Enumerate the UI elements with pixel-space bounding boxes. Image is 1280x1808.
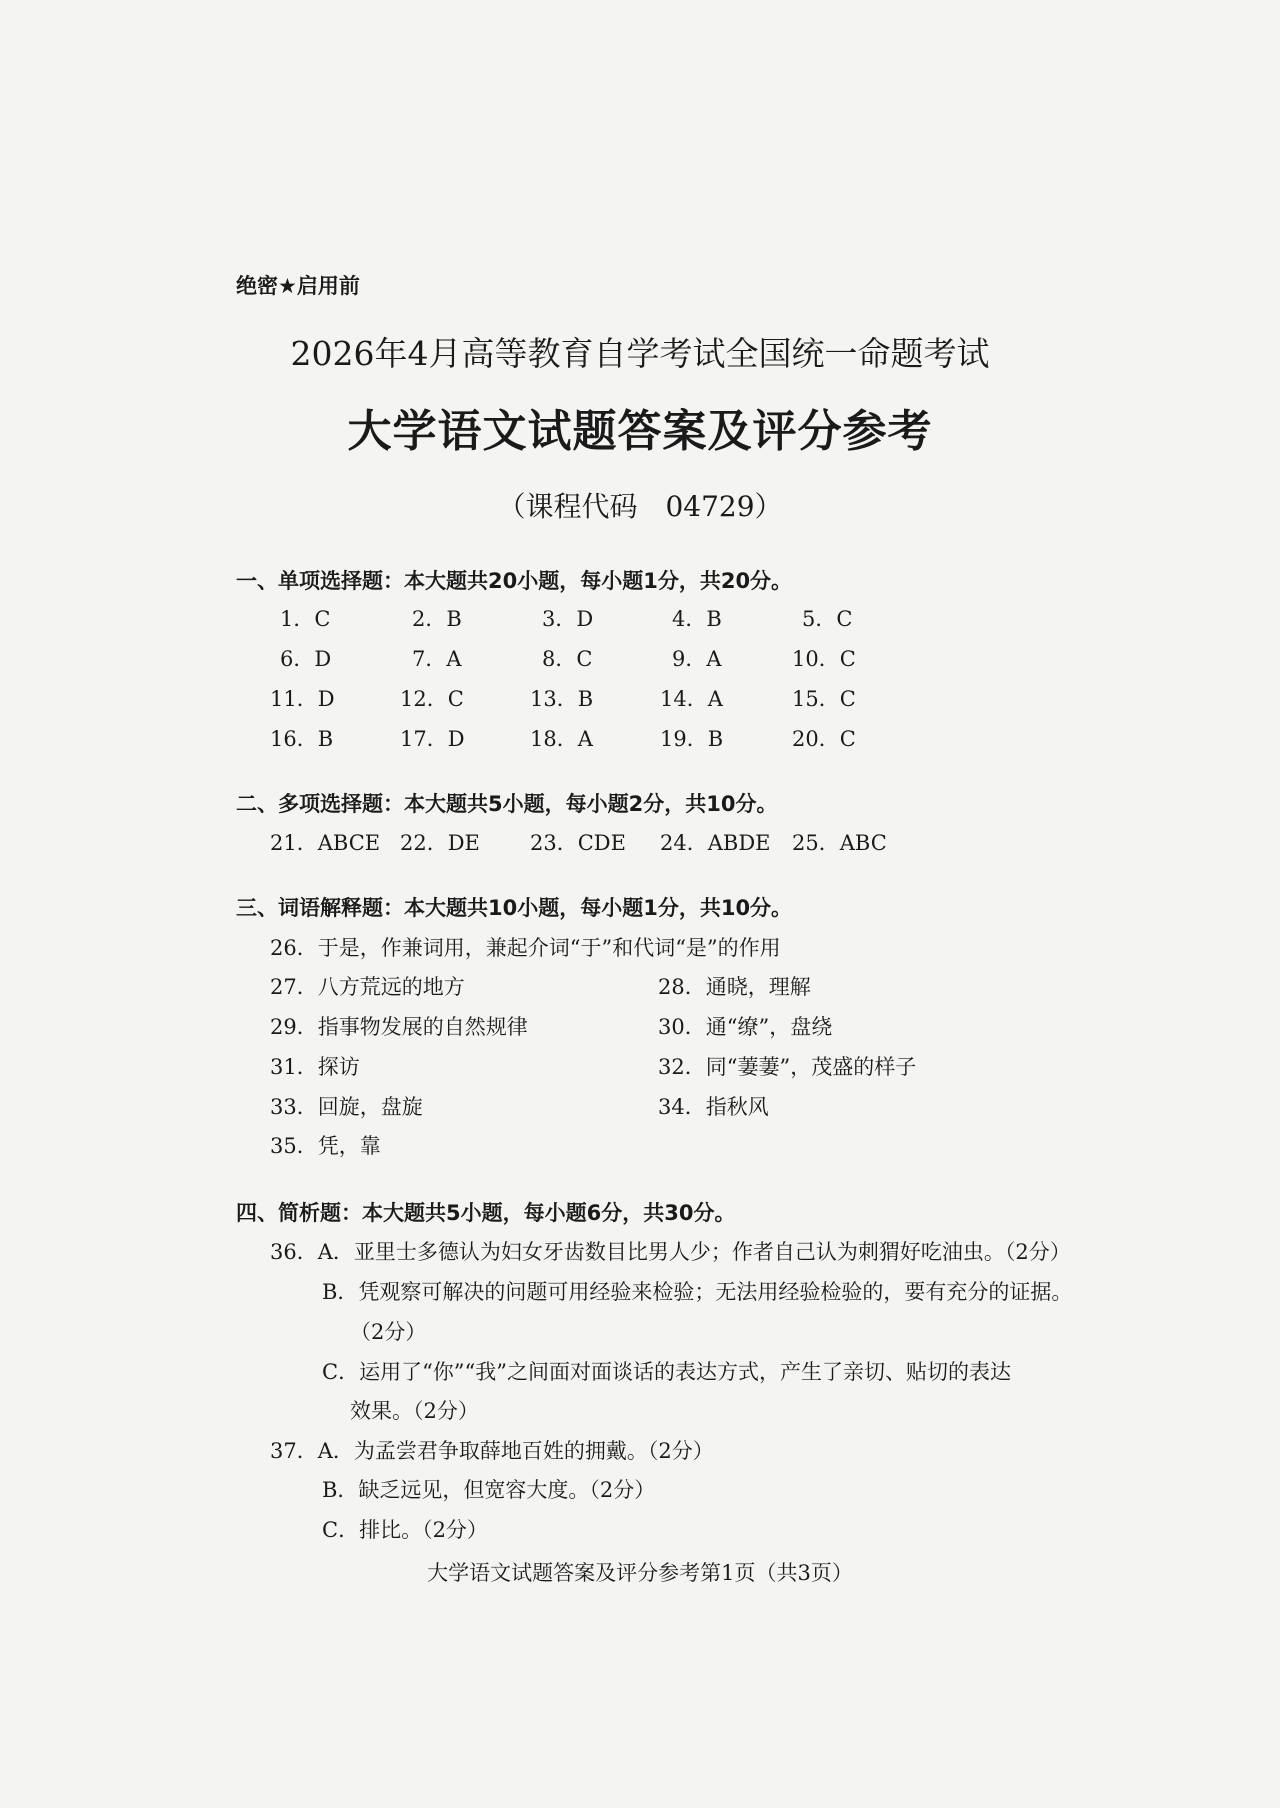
answer-line: B．凭观察可解决的问题可用经验来检验；无法用经验检验的，要有充分的证据。 bbox=[322, 1280, 1073, 1304]
answer-cell: 21．ABCE bbox=[270, 831, 381, 855]
answer-cell: 23．CDE bbox=[530, 831, 626, 855]
answer-line: C．运用了“你”“我”之间面对面谈话的表达方式，产生了亲切、贴切的表达 bbox=[322, 1360, 1012, 1384]
answer-cell: 22．DE bbox=[400, 831, 480, 855]
page-title: 大学语文试题答案及评分参考 bbox=[347, 406, 933, 457]
answer-cell: 20．C bbox=[792, 727, 856, 751]
exam-title: 2026年4月高等教育自学考试全国统一命题考试 bbox=[290, 334, 990, 373]
answer-cell: 24．ABDE bbox=[660, 831, 771, 855]
answer-cell: 28．通晓，理解 bbox=[658, 975, 811, 999]
answer-cell: 14．A bbox=[660, 687, 723, 711]
answer-cell: 7．A bbox=[412, 647, 462, 671]
answer-cell: 6．D bbox=[280, 647, 332, 671]
answer-cell: 30．通“缭”，盘绕 bbox=[658, 1015, 833, 1039]
answer-line: 26．于是，作兼词用，兼起介词“于”和代词“是”的作用 bbox=[270, 936, 781, 960]
answer-cell: 10．C bbox=[792, 647, 856, 671]
answer-line: C．排比。（2分） bbox=[322, 1518, 488, 1542]
answer-cell: 5．C bbox=[802, 607, 853, 631]
section-heading-short-analysis: 四、简析题：本大题共5小题，每小题6分，共30分。 bbox=[236, 1201, 736, 1225]
answer-cell: 2．B bbox=[412, 607, 462, 631]
answer-cell: 3．D bbox=[542, 607, 594, 631]
answer-cell: 11．D bbox=[270, 687, 335, 711]
answer-cell: 31．探访 bbox=[270, 1055, 360, 1079]
answer-line: 37．A．为孟尝君争取薛地百姓的拥戴。（2分） bbox=[270, 1439, 714, 1463]
answer-cell: 13．B bbox=[530, 687, 594, 711]
answer-cell: 35．凭，靠 bbox=[270, 1134, 381, 1158]
answer-cell: 19．B bbox=[660, 727, 724, 751]
section-heading-multiple-choice: 二、多项选择题：本大题共5小题，每小题2分，共10分。 bbox=[236, 792, 778, 816]
answer-cell: 9．A bbox=[672, 647, 722, 671]
answer-cell: 18．A bbox=[530, 727, 593, 751]
answer-line: （2分） bbox=[350, 1320, 427, 1344]
answer-line: 36．A．亚里士多德认为妇女牙齿数目比男人少；作者自己认为刺猬好吃油虫。（2分） bbox=[270, 1240, 1071, 1264]
answer-cell: 4．B bbox=[672, 607, 722, 631]
answer-cell: 16．B bbox=[270, 727, 334, 751]
answer-cell: 25．ABC bbox=[792, 831, 887, 855]
section-heading-single-choice: 一、单项选择题：本大题共20小题，每小题1分，共20分。 bbox=[236, 569, 793, 593]
answer-line: 效果。（2分） bbox=[350, 1399, 479, 1423]
answer-cell: 1．C bbox=[280, 607, 331, 631]
answer-cell: 29．指事物发展的自然规律 bbox=[270, 1015, 528, 1039]
answer-cell: 27．八方荒远的地方 bbox=[270, 975, 465, 999]
course-code: （课程代码 04729） bbox=[497, 490, 783, 523]
confidential-label: 绝密★启用前 bbox=[236, 274, 360, 298]
answer-cell: 8．C bbox=[542, 647, 593, 671]
answer-cell: 15．C bbox=[792, 687, 856, 711]
section-heading-word-explanation: 三、词语解释题：本大题共10小题，每小题1分，共10分。 bbox=[236, 896, 793, 920]
answer-cell: 33．回旋，盘旋 bbox=[270, 1095, 423, 1119]
answer-cell: 32．同“萋萋”，茂盛的样子 bbox=[658, 1055, 917, 1079]
answer-cell: 34．指秋风 bbox=[658, 1095, 769, 1119]
answer-line: B．缺乏远见，但宽容大度。（2分） bbox=[322, 1478, 656, 1502]
answer-cell: 12．C bbox=[400, 687, 464, 711]
answer-cell: 17．D bbox=[400, 727, 465, 751]
page-footer: 大学语文试题答案及评分参考第1页（共3页） bbox=[427, 1561, 853, 1585]
